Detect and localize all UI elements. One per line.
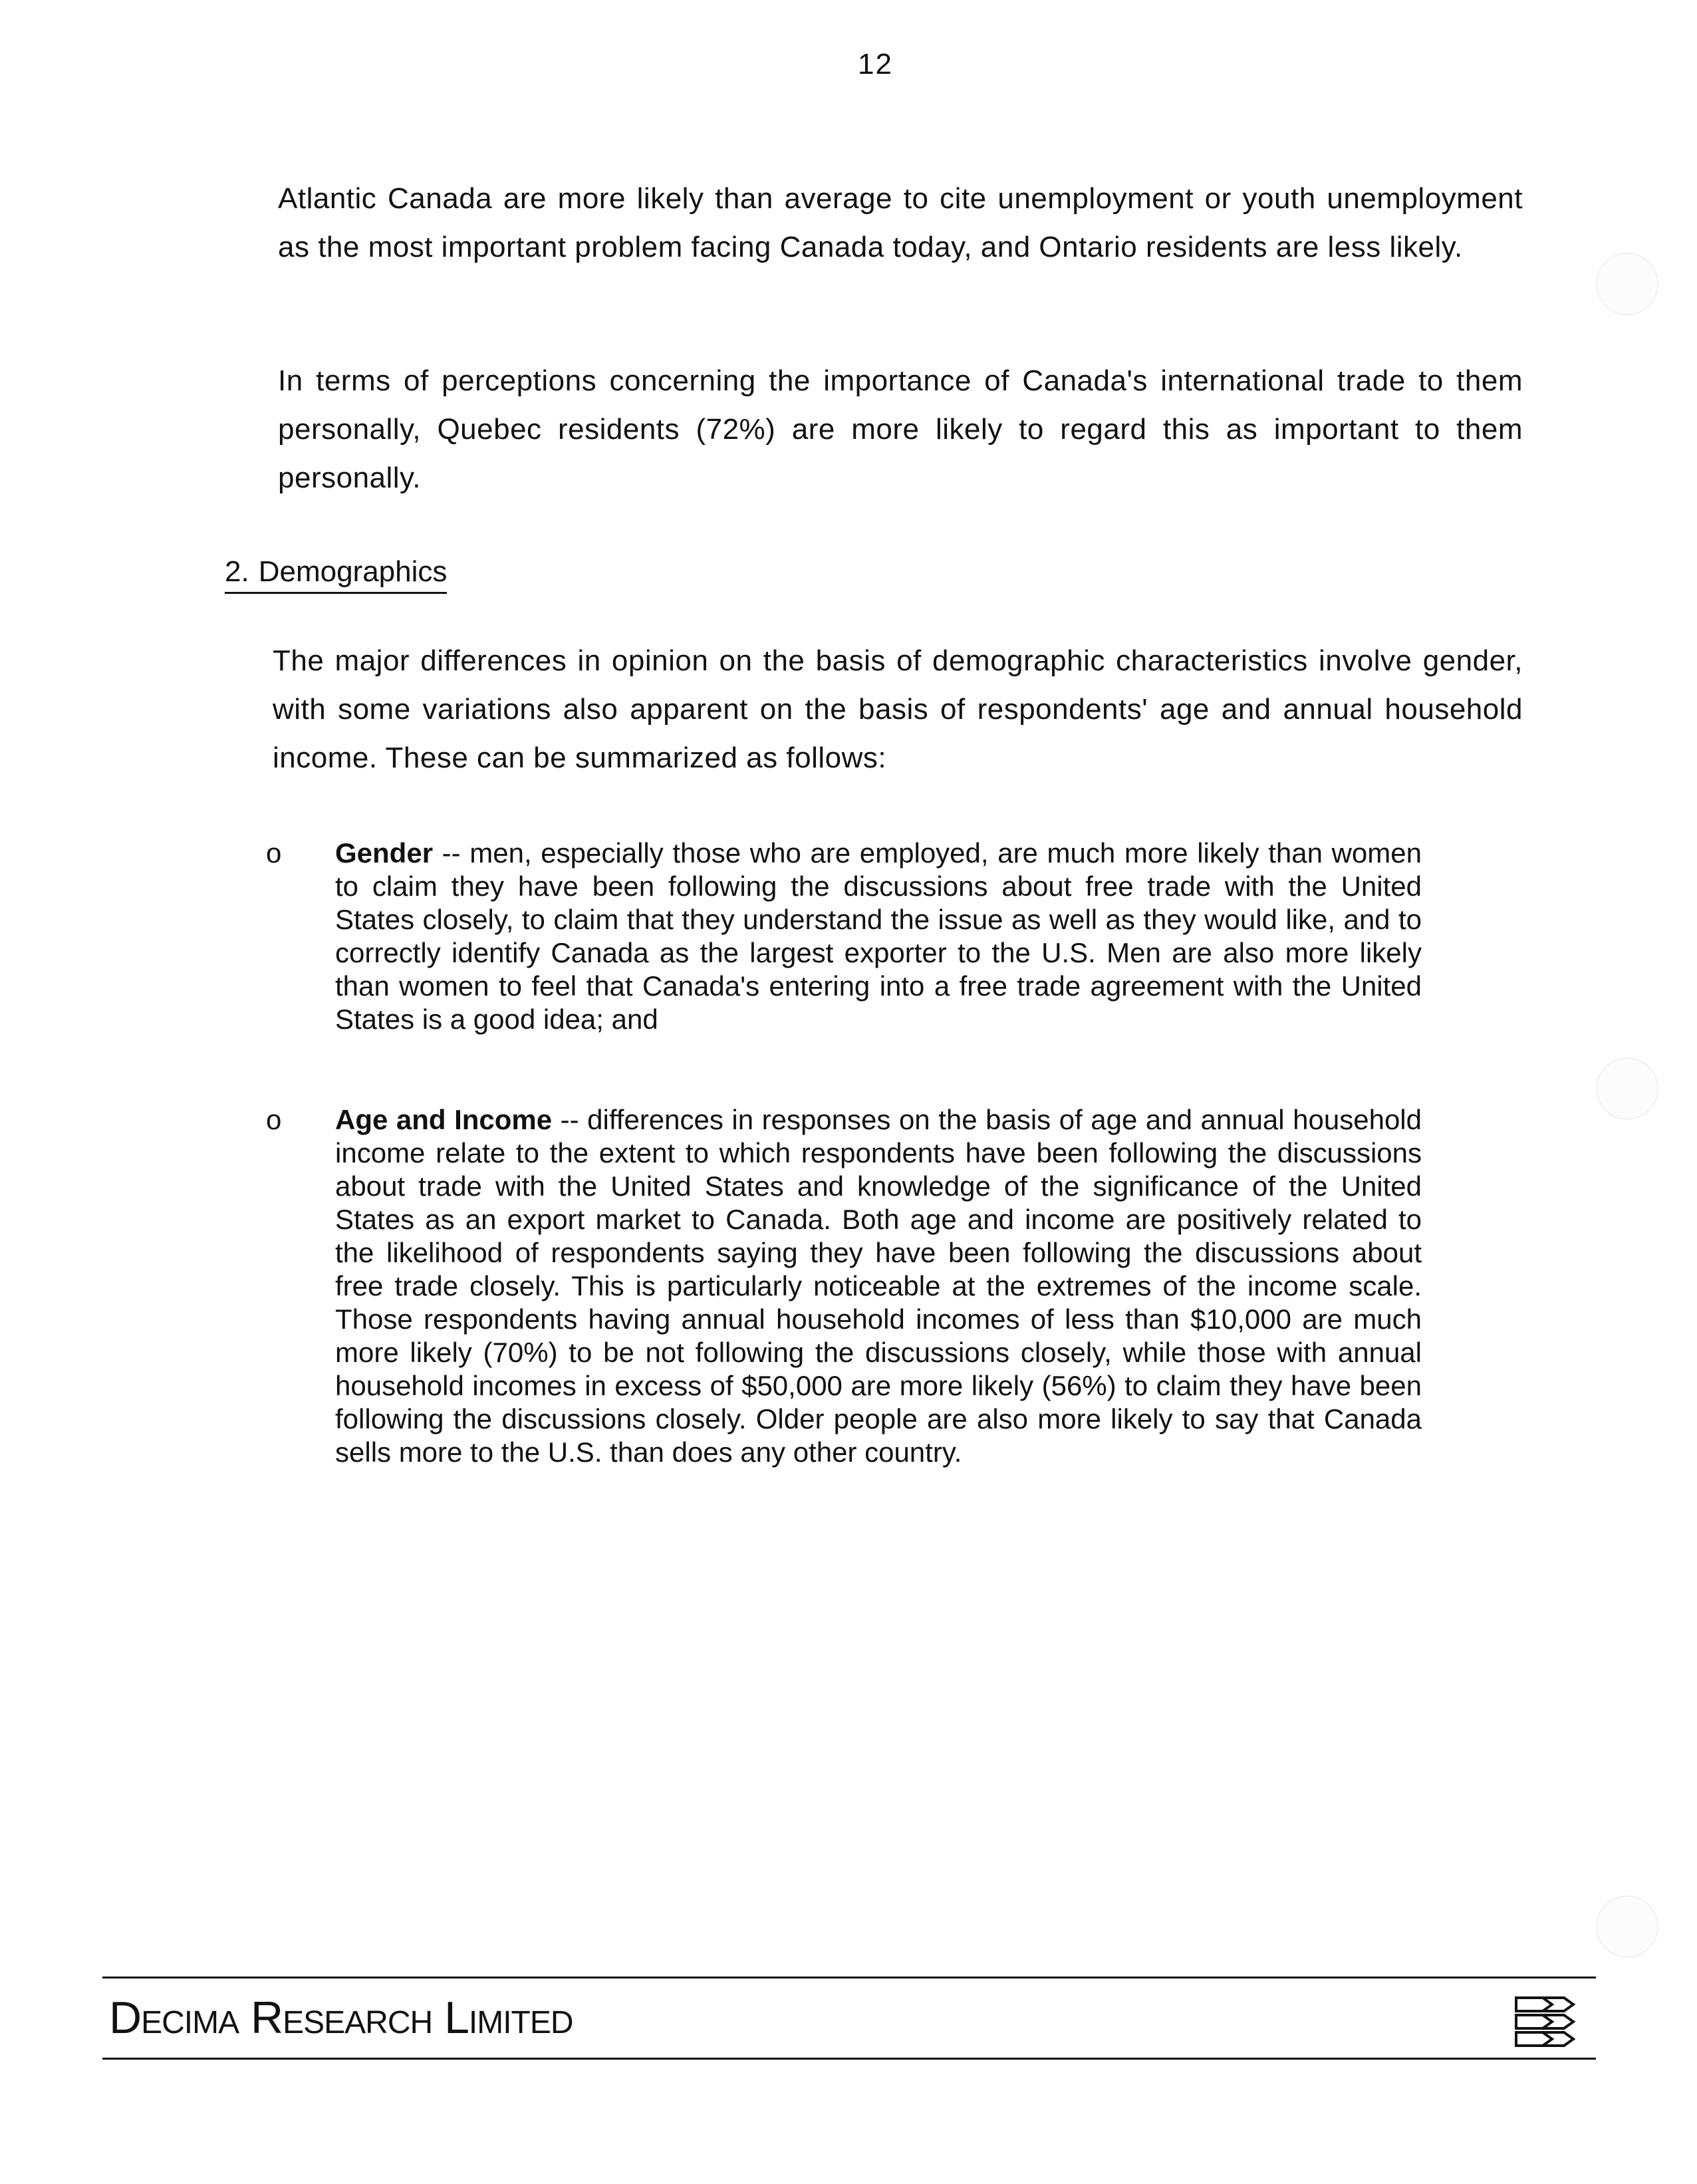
footer-rule-bottom (102, 2058, 1596, 2060)
section-heading (225, 553, 447, 594)
section-title: Demographics (258, 555, 448, 588)
bullet-term: Age and Income (335, 1104, 553, 1135)
bullet-body: -- differences in responses on the basis of age and annual household income relate to the extent to which respondents have been following the discussions about trade with the United States and knowledge of the significance of the United States as an export market to Canada. Both age and income are positively related to the likelihood of respondents saying they have been following the discussions about free trade closely. This is particularly noticeable at the extremes of the income scale. Those respondents having annual household incomes of less than $10,000 are much more likely (70%) to be not following the discussions closely, while those with annual household incomes in excess of $50,000 are more likely (56%) to claim they have been following the discussions closely. Older people are also more likely to say that Canada sells more to the U.S. than does any other country. (335, 1104, 1422, 1468)
punch-hole (1596, 253, 1658, 315)
punch-hole (1596, 1057, 1658, 1120)
body-paragraph-1: Atlantic Canada are more likely than average to cite unemployment or youth unemployment as the most important problem facing Canada today, and Ontario residents are less likely. (278, 182, 1523, 263)
bullet-text (335, 837, 1422, 1036)
decima-logo-icon (1513, 1992, 1577, 2052)
footer-company-name: Decima Research Limited (109, 1992, 573, 2043)
page-number: 12 (858, 48, 893, 80)
footer-rule-top (102, 1977, 1596, 1979)
body-paragraph-3: The major differences in opinion on the basis of demographic characteristics involve gender, with some variations also apparent on the basis of respondents' age and annual household income. These can be summarized as follows: (273, 644, 1523, 774)
section-number: 2. (225, 555, 249, 588)
body-paragraph-2: In terms of perceptions concerning the importance of Canada's international trade to them personally, Quebec residents (72%) are more likely to regard this as important to them personally. (278, 364, 1523, 494)
bullet-marker: o (266, 1104, 282, 1135)
bullet-body: -- men, especially those who are employed, are much more likely than women to claim they have been following the discussions about free trade with the United States closely, to claim that they understand the issue as well as they would like, and to correctly identify Canada as the largest exporter to the U.S. Men are also more likely than women to feel that Canada's entering into a free trade agreement with the United States is a good idea; and (335, 837, 1422, 1035)
punch-hole (1596, 1895, 1658, 1958)
bullet-text (335, 1103, 1422, 1469)
bullet-term: Gender (335, 837, 434, 869)
bullet-marker: o (266, 837, 282, 869)
